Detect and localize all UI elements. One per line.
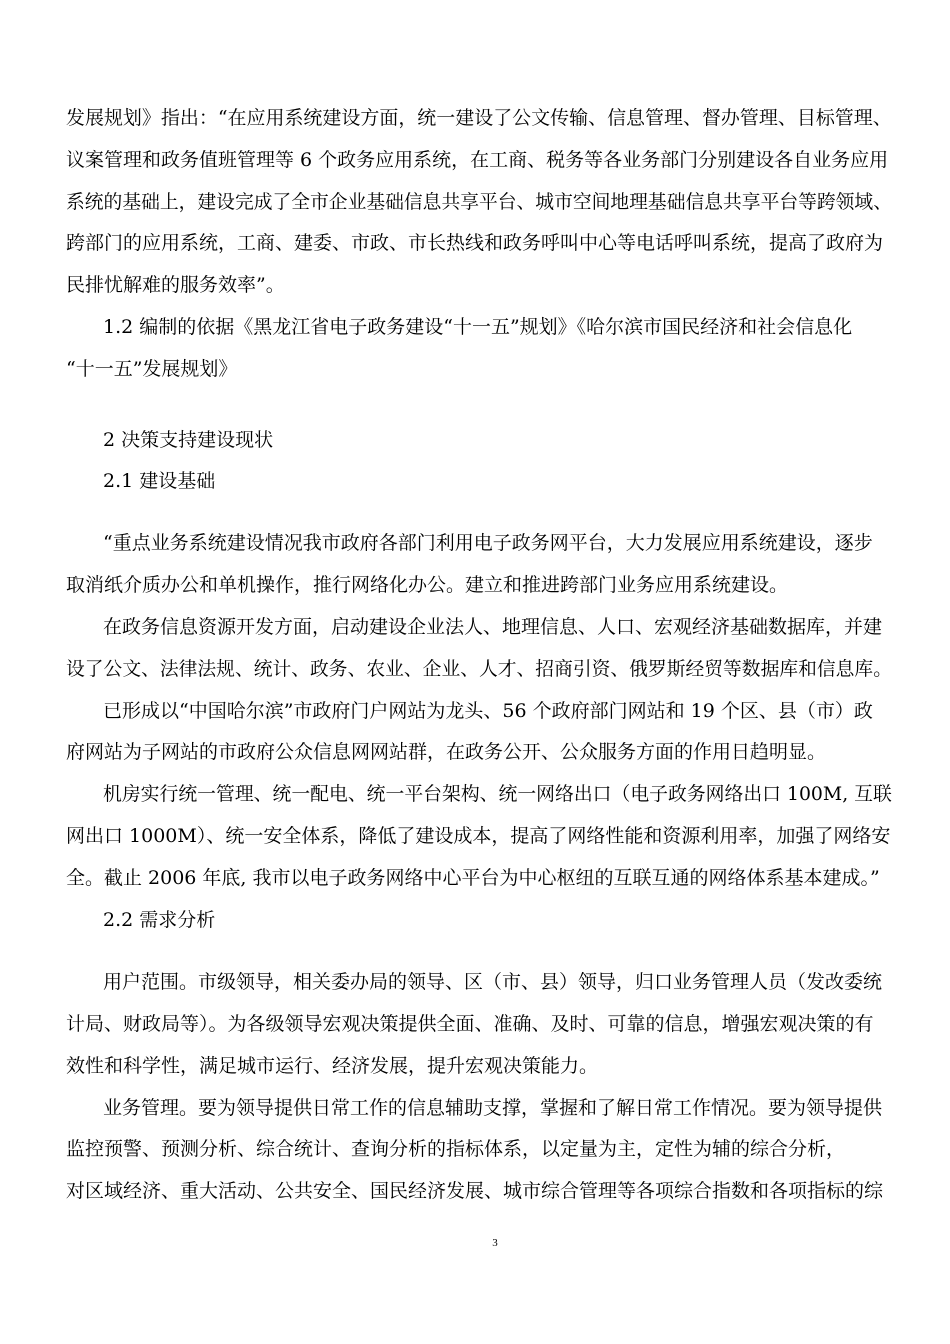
text-line: 业务管理。要为领导提供日常工作的信息辅助支撑，掌握和了解日常工作情况。要为领导提供: [103, 1097, 883, 1119]
text-line: 设了公文、法律法规、统计、政务、农业、企业、人才、招商引资、俄罗斯经贸等数据库和信息库。: [66, 658, 892, 680]
text-line: 1.2 编制的依据《黑龙江省电子政务建设“十一五”规划》《哈尔滨市国民经济和社会信息化: [103, 316, 853, 338]
text-line: 民排忧解难的服务效率”。: [66, 274, 285, 296]
text-line: 议案管理和政务值班管理等 6 个政务应用系统，在工商、税务等各业务部门分别建设各自业务应用: [66, 149, 889, 171]
text-line: “重点业务系统建设情况我市政府各部门利用电子政务网平台，大力发展应用系统建设，逐步: [103, 532, 873, 554]
text-line: 用户范围。市级领导，相关委办局的领导、区（市、县）领导，归口业务管理人员（发改委统: [103, 971, 883, 993]
text-line: 发展规划》指出：“在应用系统建设方面，统一建设了公文传输、信息管理、督办管理、目标管理、: [66, 107, 892, 129]
text-line: 机房实行统一管理、统一配电、统一平台架构、统一网络出口（电子政务网络出口 100M, 互联: [103, 783, 892, 805]
text-line: 对区域经济、重大活动、公共安全、国民经济发展、城市综合管理等各项综合指数和各项指标的综: [66, 1180, 884, 1202]
subsection-heading: 2.1 建设基础: [103, 470, 216, 492]
text-line: 全。截止 2006 年底, 我市以电子政务网络中心平台为中心枢纽的互联互通的网络体系基本建成。”: [66, 867, 880, 889]
text-line: 网出口 1000M）、统一安全体系，降低了建设成本，提高了网络性能和资源利用率，加强了网络安: [66, 825, 891, 847]
subsection-heading: 2.2 需求分析: [103, 909, 216, 931]
section-heading: 2 决策支持建设现状: [103, 429, 274, 451]
text-line: 监控预警、预测分析、综合统计、查询分析的指标体系，以定量为主，定性为辅的综合分析，: [66, 1138, 846, 1160]
text-line: 跨部门的应用系统，工商、建委、市政、市长热线和政务呼叫中心等电话呼叫系统，提高了政府为: [66, 232, 884, 254]
text-line: 已形成以“中国哈尔滨”市政府门户网站为龙头、56 个政府部门网站和 19 个区、县（市）政: [103, 700, 873, 722]
page-number: 3: [492, 1237, 498, 1249]
text-line: 系统的基础上，建设完成了全市企业基础信息共享平台、城市空间地理基础信息共享平台等跨领域、: [66, 191, 892, 213]
text-line: 府网站为子网站的市政府公众信息网网站群，在政务公开、公众服务方面的作用日趋明显。: [66, 741, 827, 763]
text-line: 效性和科学性，满足城市运行、经济发展，提升宏观决策能力。: [66, 1055, 599, 1077]
text-line: 计局、财政局等）。为各级领导宏观决策提供全面、准确、及时、可靠的信息，增强宏观决策的有: [66, 1013, 874, 1035]
text-line: 取消纸介质办公和单机操作，推行网络化办公。建立和推进跨部门业务应用系统建设。: [66, 574, 789, 596]
text-line: “十一五”发展规划》: [66, 358, 238, 380]
text-line: 在政务信息资源开发方面，启动建设企业法人、地理信息、人口、宏观经济基础数据库，并建: [103, 616, 883, 638]
